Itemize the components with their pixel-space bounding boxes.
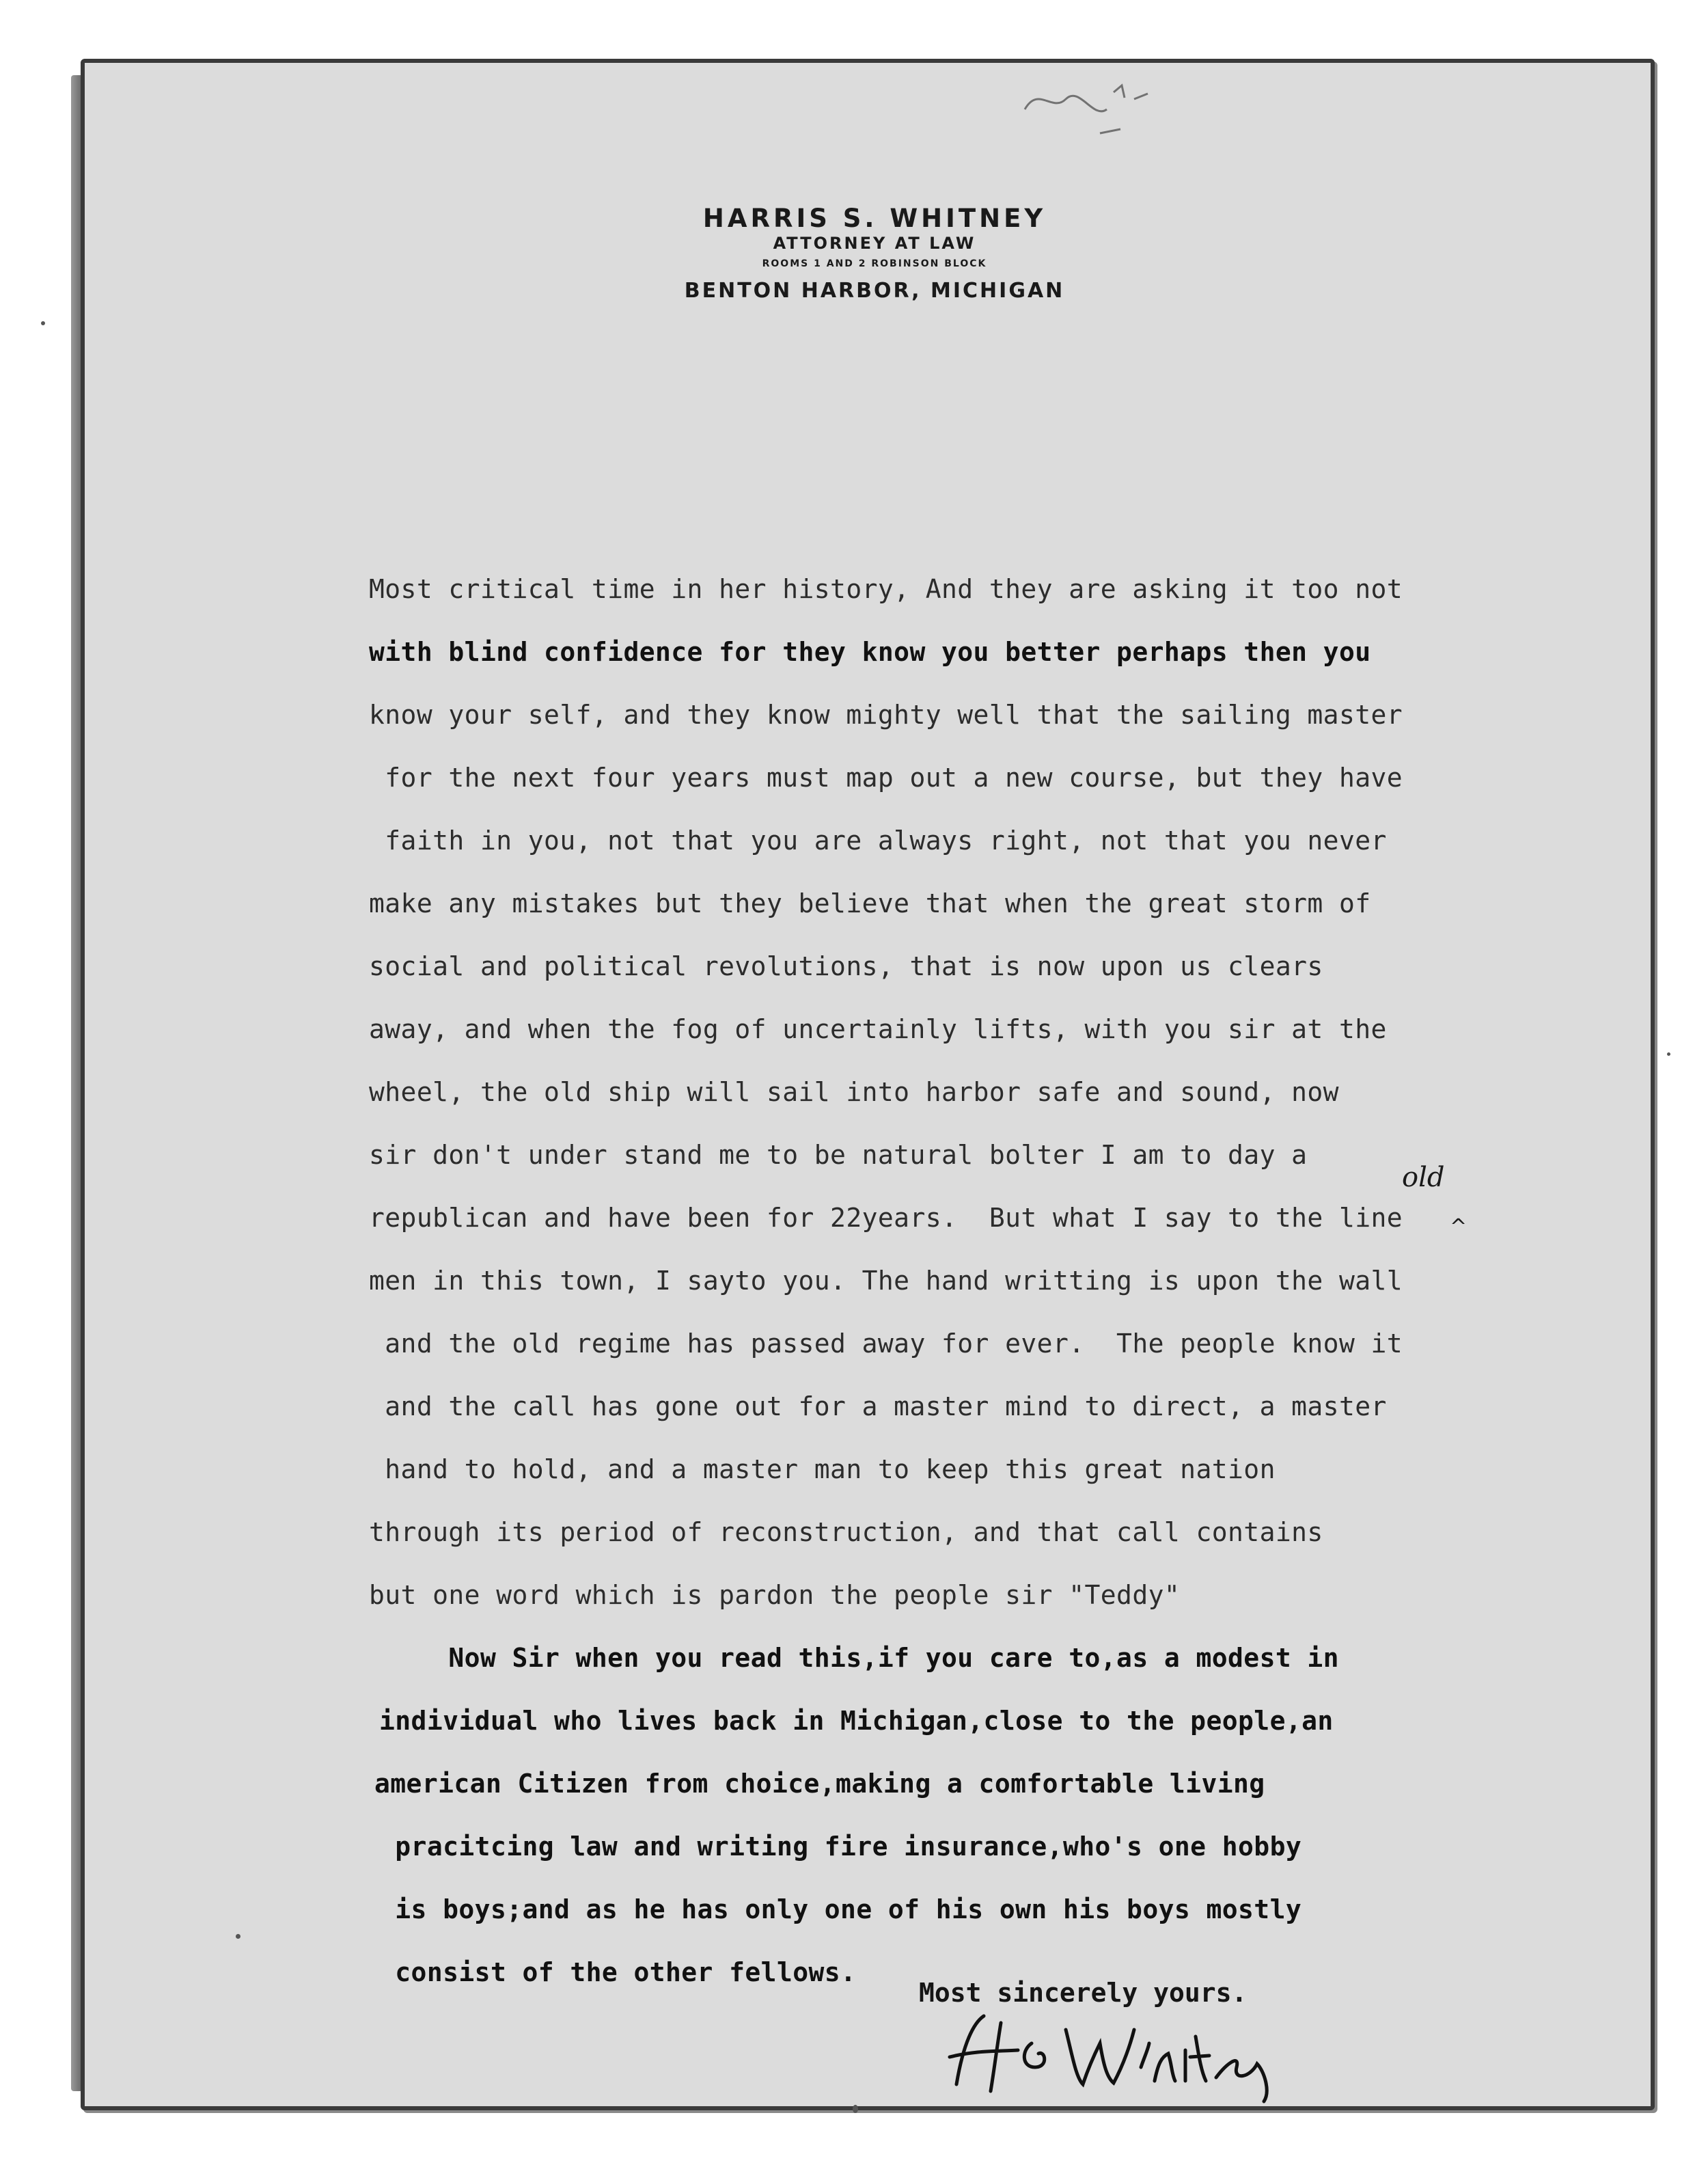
body-line: wheel, the old ship will sail into harbor safe and sound, now bbox=[369, 1077, 1339, 1107]
letterhead-name: HARRIS S. WHITNEY bbox=[702, 204, 1047, 233]
body-line: republican and have been for 22years. But what I say to the line bbox=[369, 1203, 1403, 1233]
paper-speck bbox=[853, 2105, 858, 2113]
letterhead-title: ATTORNEY AT LAW bbox=[773, 234, 976, 253]
body-line: is boys;and as he has only one of his own his boys mostly bbox=[379, 1894, 1302, 1924]
body-line: hand to hold, and a master man to keep this great nation bbox=[369, 1454, 1276, 1484]
body-line: know your self, and they know mighty well that the sailing master bbox=[369, 700, 1403, 730]
body-line: and the old regime has passed away for ever. The people know it bbox=[369, 1329, 1403, 1359]
body-line: faith in you, not that you are always right, not that you never bbox=[369, 826, 1387, 856]
handwritten-insertion: old bbox=[1402, 1162, 1445, 1193]
body-line: Now Sir when you read this,if you care to,as a modest in bbox=[369, 1643, 1339, 1673]
paper-speck bbox=[236, 1934, 240, 1939]
body-line: consist of the other fellows. bbox=[379, 1957, 857, 1987]
body-line: Most critical time in her history, And they are asking it too not bbox=[369, 574, 1403, 604]
paper-speck bbox=[1667, 1052, 1670, 1056]
letterhead-city: BENTON HARBOR, MICHIGAN bbox=[684, 279, 1065, 303]
body-line: and the call has gone out for a master mind to direct, a master bbox=[369, 1391, 1387, 1421]
body-line: through its period of reconstruction, and that call contains bbox=[369, 1517, 1323, 1547]
closing-salutation: Most sincerely yours. bbox=[919, 1978, 1248, 2008]
body-line: away, and when the fog of uncertainly lifts, with you sir at the bbox=[369, 1014, 1387, 1044]
body-line: but one word which is pardon the people sir "Teddy" bbox=[369, 1580, 1181, 1610]
letterhead-rooms: ROOMS 1 AND 2 ROBINSON BLOCK bbox=[762, 258, 987, 269]
paper-speck bbox=[41, 321, 45, 325]
body-line: pracitcing law and writing fire insurance,who's one hobby bbox=[379, 1831, 1302, 1862]
body-line: make any mistakes but they believe that when the great storm of bbox=[369, 888, 1371, 918]
handwritten-signature bbox=[936, 2002, 1291, 2105]
body-line: men in this town, I sayto you. The hand writting is upon the wall bbox=[369, 1266, 1403, 1296]
body-line: american Citizen from choice,making a comfortable living bbox=[374, 1769, 1265, 1799]
body-line: social and political revolutions, that is now upon us clears bbox=[369, 951, 1323, 981]
body-line: for the next four years must map out a new course, but they have bbox=[369, 763, 1403, 793]
pencil-scribble-mark bbox=[1018, 72, 1196, 147]
body-line: sir don't under stand me to be natural bolter I am to day a bbox=[369, 1140, 1308, 1170]
insertion-caret: ^ bbox=[1450, 1215, 1468, 1239]
body-line: with blind confidence for they know you better perhaps then you bbox=[369, 637, 1371, 667]
body-line: individual who lives back in Michigan,close to the people,an bbox=[379, 1706, 1334, 1736]
